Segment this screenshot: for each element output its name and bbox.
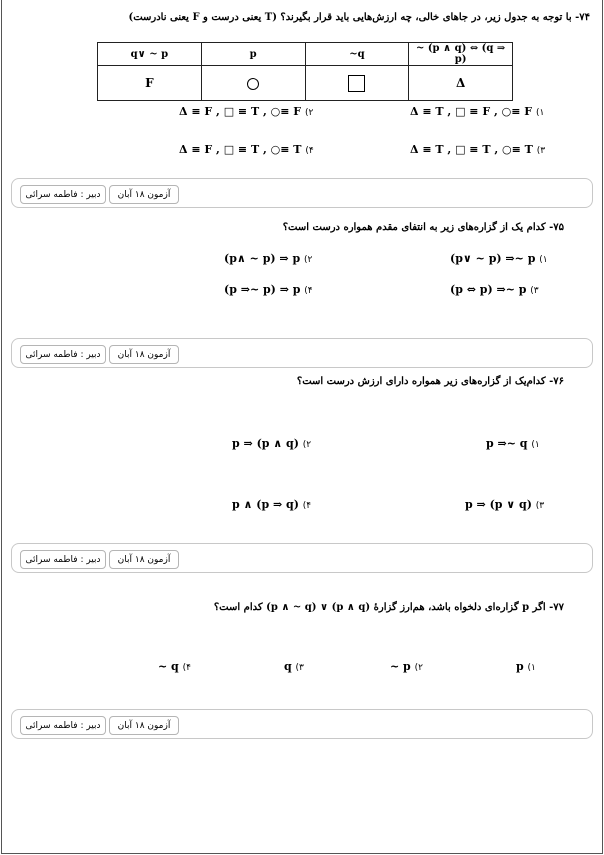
footer-bar <box>11 178 593 208</box>
option-text: Δ ≡ F , □ ≡ T , ○≡ T <box>179 143 302 156</box>
footer-bar <box>11 338 593 368</box>
option-number: (۲ <box>414 663 423 673</box>
truth-table-header: p <box>201 43 305 66</box>
q75-option-3[interactable] <box>450 283 539 296</box>
option-number: (۴ <box>304 286 313 296</box>
footer-bar <box>11 543 593 573</box>
square-icon <box>348 75 365 92</box>
teacher-tag: دبیر : فاطمه سرائی <box>20 345 106 364</box>
truth-table <box>97 42 513 101</box>
option-text: (p∨ ~ p) ⇒~ p <box>450 252 536 265</box>
q76-option-4[interactable] <box>232 498 311 511</box>
q74-option-1[interactable] <box>410 105 544 118</box>
q76-stem: ۷۶- کدام‌یک از گزاره‌های زیر همواره دارای ارزش درست است؟ <box>296 376 564 387</box>
option-text: (p ⇒~ p) ⇒ p <box>224 283 301 296</box>
option-number: (۱ <box>531 440 540 450</box>
option-number: (۱ <box>527 663 536 673</box>
option-number: (۳ <box>535 501 545 511</box>
option-number: (۴ <box>182 663 191 673</box>
teacher-tag: دبیر : فاطمه سرائی <box>20 185 106 204</box>
option-number: (۱ <box>535 108 545 118</box>
q76-option-1[interactable] <box>486 437 540 450</box>
option-text: p <box>516 660 524 673</box>
option-text: p ⇒ (p ∨ q) <box>465 498 532 511</box>
option-number: (۴ <box>302 501 312 511</box>
truth-table-cell <box>201 66 305 101</box>
q77-option-1[interactable] <box>516 660 536 673</box>
truth-table-cell: Δ <box>409 66 513 101</box>
option-text: (p∧ ~ p) ⇒ p <box>224 252 301 265</box>
option-text: Δ ≡ T , □ ≡ T , ○≡ T <box>410 143 533 156</box>
truth-table-header: ~q <box>305 43 409 66</box>
option-number: (۲ <box>304 255 313 265</box>
teacher-tag: دبیر : فاطمه سرائی <box>20 550 106 569</box>
option-text: p ∧ (p ⇒ q) <box>232 498 299 511</box>
option-text: p ⇒~ q <box>486 437 528 450</box>
teacher-tag: دبیر : فاطمه سرائی <box>20 716 106 735</box>
option-text: p ⇒ (p ∧ q) <box>232 437 299 450</box>
option-number: (۴ <box>305 146 314 156</box>
truth-table-cell <box>305 66 409 101</box>
q75-option-2[interactable] <box>224 252 312 265</box>
circle-icon <box>247 78 259 90</box>
option-number: (۳ <box>295 663 304 673</box>
q74-option-3[interactable] <box>410 143 545 156</box>
option-number: (۳ <box>536 146 546 156</box>
q74-option-4[interactable] <box>179 143 314 156</box>
option-text: Δ ≡ F , □ ≡ T , ○≡ F <box>179 105 302 118</box>
footer-bar <box>11 709 593 739</box>
q77-option-4[interactable] <box>158 660 191 673</box>
option-number: (۳ <box>530 286 539 296</box>
q74-option-2[interactable] <box>179 105 313 118</box>
option-text: (p ⇔ p) ⇒~ p <box>450 283 527 296</box>
q76-option-3[interactable] <box>465 498 544 511</box>
exam-tag: آزمون ۱۸ آبان <box>109 716 179 735</box>
q77-option-3[interactable] <box>284 660 304 673</box>
q74-stem: ۷۴- با توجه به جدول زیر، در جاهای خالی، چه ارزش‌هایی باید قرار بگیرند؟ (T یعنی درست و F یعنی نادرست) <box>128 12 590 23</box>
option-text: ~ q <box>158 660 179 673</box>
option-number: (۲ <box>302 440 312 450</box>
option-number: (۲ <box>304 108 314 118</box>
q77-stem: ۷۷- اگر p گزاره‌ای دلخواه باشد، هم‌ارز گزارهٔ (p ∧ q) ∨ (p ∧ ~ q) کدام است؟ <box>213 602 564 613</box>
option-text: ~ p <box>390 660 411 673</box>
truth-table-cell: F <box>98 66 202 101</box>
q76-option-2[interactable] <box>232 437 311 450</box>
exam-tag: آزمون ۱۸ آبان <box>109 185 179 204</box>
truth-table-header: ~ (p ∧ q) ⇔ (q ⇒ p) <box>409 43 513 66</box>
option-text: Δ ≡ T , □ ≡ F , ○≡ F <box>410 105 533 118</box>
exam-tag: آزمون ۱۸ آبان <box>109 550 179 569</box>
q75-option-1[interactable] <box>450 252 548 265</box>
q75-option-4[interactable] <box>224 283 313 296</box>
q77-option-2[interactable] <box>390 660 423 673</box>
exam-tag: آزمون ۱۸ آبان <box>109 345 179 364</box>
q75-stem: ۷۵- کدام یک از گزاره‌های زیر به انتفای مقدم همواره درست است؟ <box>282 222 564 233</box>
option-text: q <box>284 660 292 673</box>
option-number: (۱ <box>539 255 548 265</box>
truth-table-header: q∨ ~ p <box>98 43 202 66</box>
